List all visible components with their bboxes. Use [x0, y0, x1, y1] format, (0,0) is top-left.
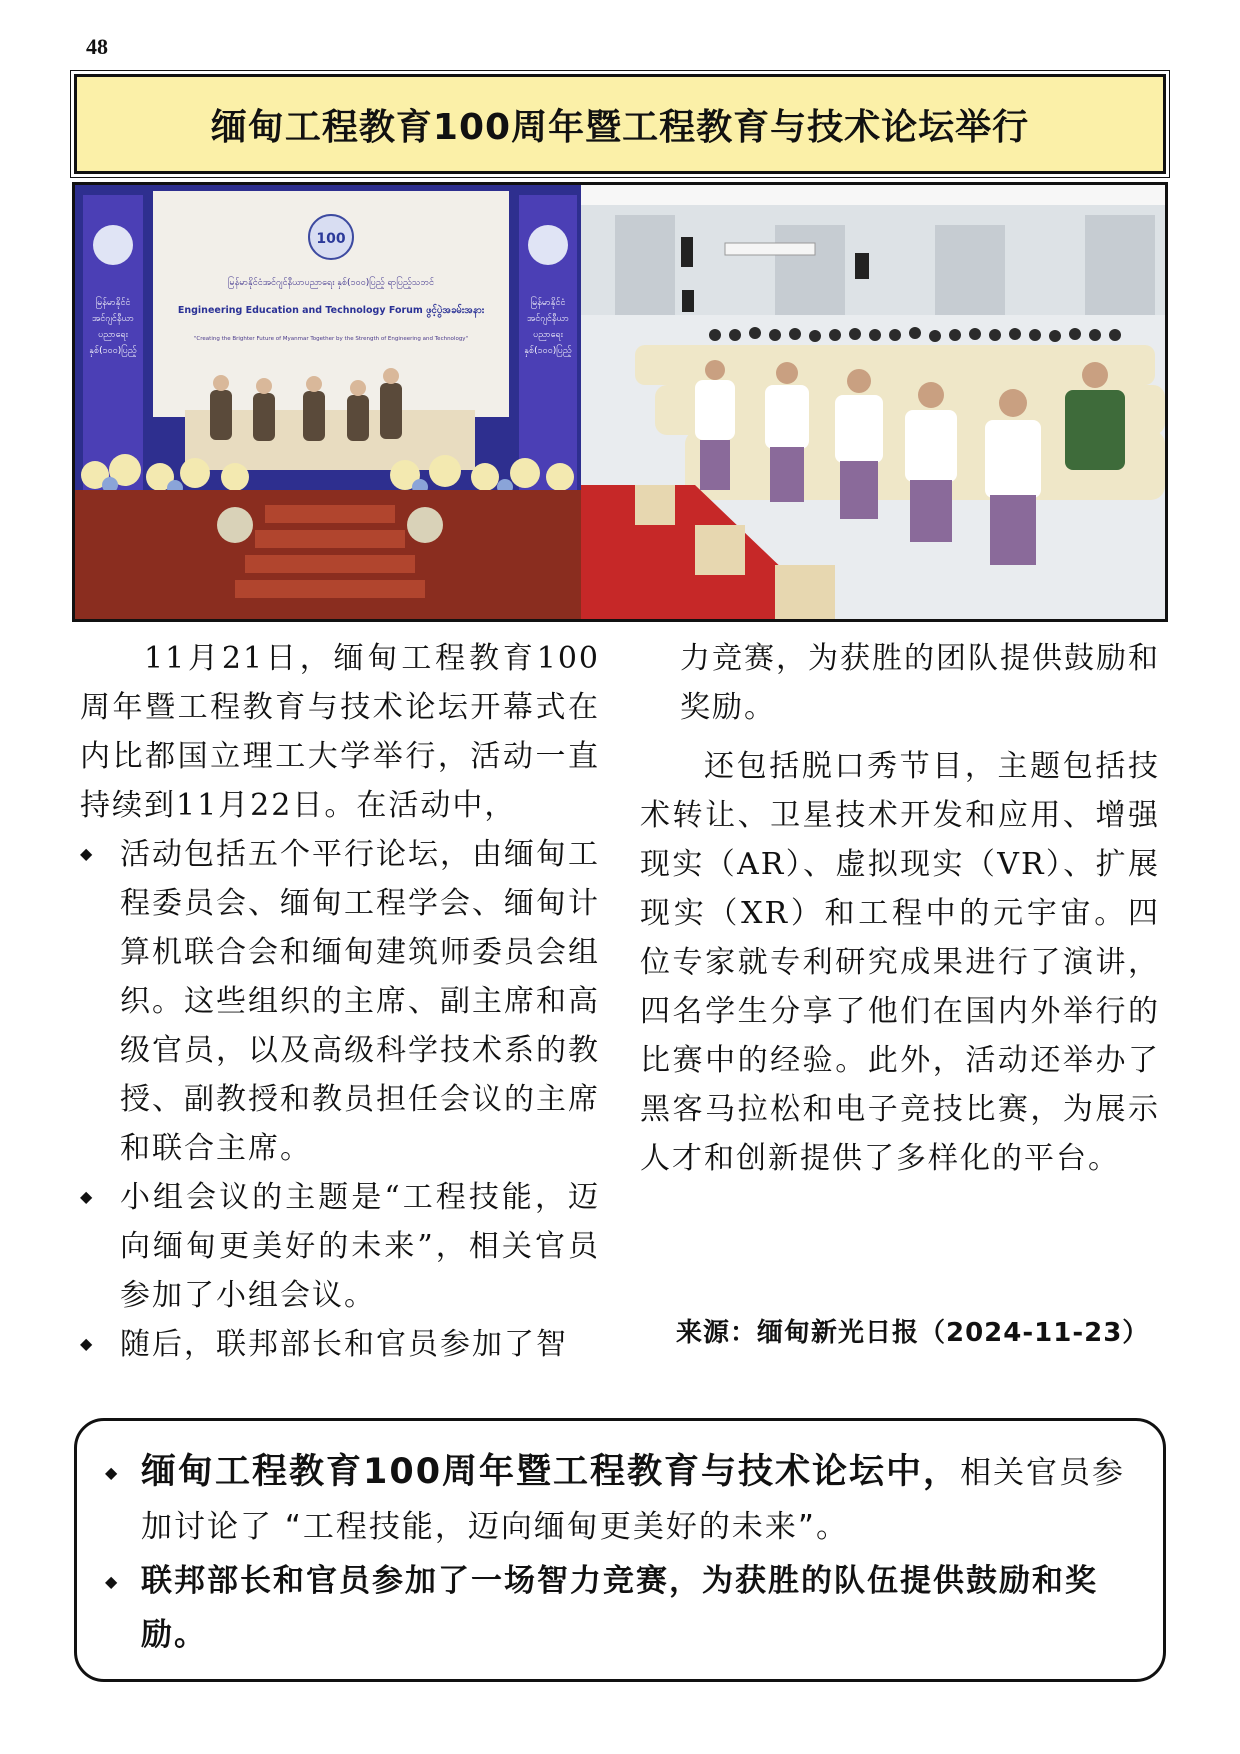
- side-banner-right-text: မြန်မာနိုင်ငံအင်ဂျင်နီယာပညာရေးနှစ်(၁၀၀)ပြည့်: [524, 298, 572, 356]
- bullet-icon: ◆: [105, 1572, 120, 1591]
- list-item: [80, 830, 600, 1173]
- list-item: [80, 1320, 600, 1369]
- summary-item-text: 相关官员参加讨论了 “工程技能，迈向缅甸更美好的未来”。: [141, 1455, 1126, 1545]
- bullet-icon: ◆: [80, 1187, 95, 1206]
- bullet-list: [80, 830, 600, 1369]
- event-photo: [72, 182, 1168, 622]
- bullet-text: 活动包括五个平行论坛，由缅甸工程委员会、缅甸工程学会、缅甸计算机联合会和缅甸建筑师委员会组织。这些组织的主席、副主席和高级官员，以及高级科学技术系的教授、副教授和教员担任会议的主席和联合主席。: [120, 837, 600, 1166]
- list-item: [80, 1173, 600, 1320]
- side-banner-left-text: မြန်မာနိုင်ငံအင်ဂျင်နီယာပညာရေးနှစ်(၁၀၀)ပြည့်: [89, 298, 137, 356]
- screen-slogan: "Creating the Brighter Future of Myanmar Together by the Strength of Engineering and Technology": [193, 336, 469, 342]
- source-credit: 来源：缅甸新光日报（2024-11-23）: [676, 1318, 1150, 1348]
- article-title: 缅甸工程教育100周年暨工程教育与技术论坛举行: [210, 106, 1030, 148]
- page-number: 48: [86, 34, 108, 59]
- event-logo-text: 100: [316, 231, 346, 247]
- bullet-icon: ◆: [105, 1463, 120, 1482]
- bullet-continuation: 力竞赛，为获胜的团队提供鼓励和奖励。: [680, 641, 1160, 725]
- screen-title-myanmar: မြန်မာနိုင်ငံအင်ဂျင်နီယာပညာရေး နှစ်(၁၀၀)ပြည့် ရာပြည့်သဘင်: [227, 278, 435, 288]
- screen-title-english: Engineering Education and Technology Forum ဖွင့်ပွဲအခမ်းအနား: [177, 305, 485, 316]
- body-paragraph: 还包括脱口秀节目，主题包括技术转让、卫星技术开发和应用、增强现实（AR）、虚拟现实（VR）、扩展现实（XR）和工程中的元宇宙。四位专家就专利研究成果进行了演讲，四名学生分享了他们在国内外举行的比赛中的经验。此外，活动还举办了黑客马拉松和电子竞技比赛，为展示人才和创新提供了多样化的平台。: [640, 749, 1160, 1176]
- summary-item: [101, 1554, 1137, 1662]
- left-column: [80, 634, 600, 1369]
- bullet-text: 小组会议的主题是“工程技能，迈向缅甸更美好的未来”，相关官员参加了小组会议。: [120, 1180, 600, 1313]
- bullet-text: 随后，联邦部长和官员参加了智: [120, 1327, 568, 1362]
- article-title-box: [74, 74, 1166, 174]
- bullet-icon: ◆: [80, 1334, 95, 1353]
- summary-box: [74, 1418, 1166, 1682]
- right-column: [640, 634, 1160, 1183]
- bullet-icon: ◆: [80, 844, 95, 863]
- intro-paragraph: 11月21日，缅甸工程教育100周年暨工程教育与技术论坛开幕式在内比都国立理工大学举行，活动一直持续到11月22日。在活动中，: [80, 641, 600, 823]
- summary-item-highlight: 缅甸工程教育100周年暨工程教育与技术论坛中，: [141, 1452, 961, 1492]
- summary-item-text: 联邦部长和官员参加了一场智力竞赛，为获胜的队伍提供鼓励和奖励。: [141, 1563, 1098, 1653]
- summary-item: [101, 1445, 1137, 1554]
- summary-list: [101, 1445, 1137, 1662]
